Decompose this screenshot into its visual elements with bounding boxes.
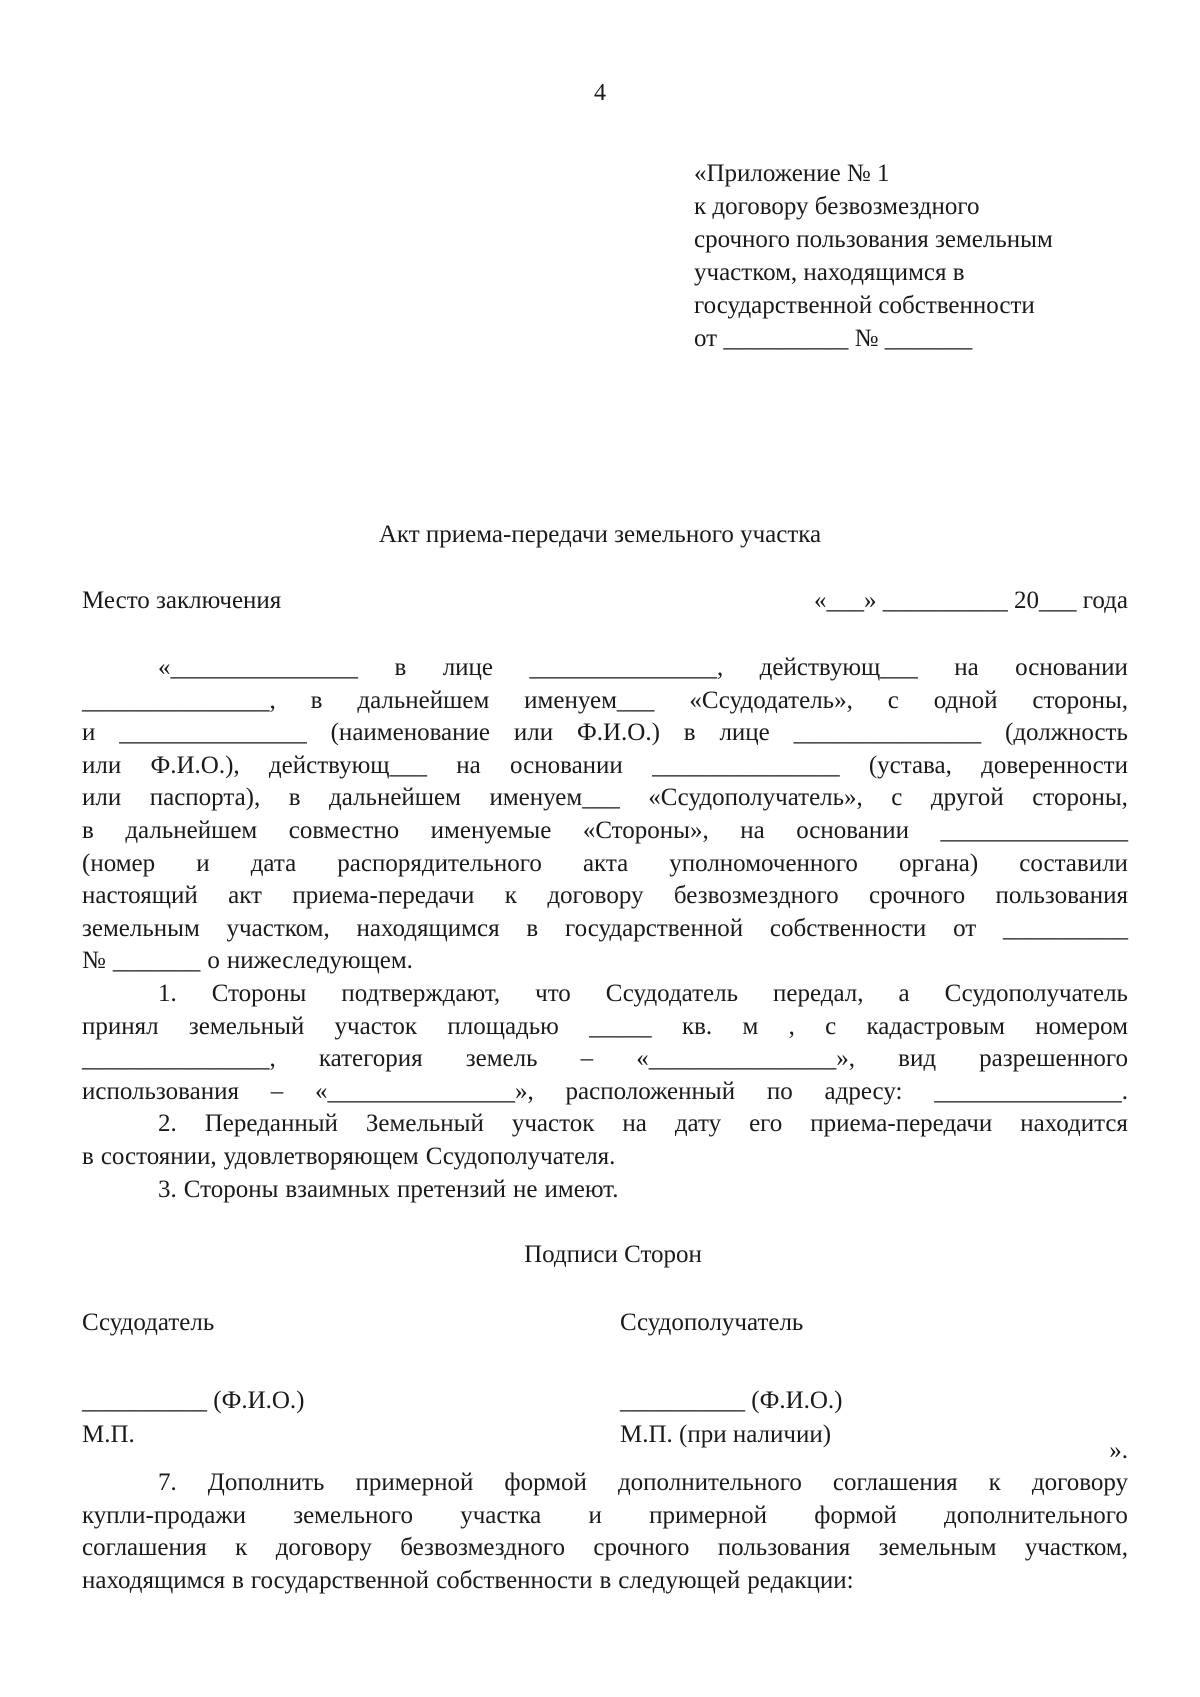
word: на	[456, 751, 481, 779]
word: лице	[442, 654, 494, 681]
word: срочного	[869, 882, 966, 910]
word: дальнейшем	[357, 686, 490, 714]
word: Ссудодатель	[605, 979, 739, 1007]
word: _______________,	[529, 654, 724, 681]
lender-signature-block	[82, 1306, 305, 1452]
word: __________	[1002, 914, 1128, 942]
word: претензий	[397, 1175, 507, 1203]
body-line	[82, 815, 1128, 848]
word: действующ___	[268, 751, 428, 779]
lender-signature-line: __________ (Ф.И.О.)	[82, 1387, 305, 1414]
word: Стороны	[211, 979, 307, 1007]
word: от	[953, 914, 977, 942]
word: принял	[82, 1012, 159, 1040]
word: доверенности	[981, 751, 1128, 779]
word: в	[232, 1566, 244, 1594]
word: редакции:	[747, 1566, 854, 1594]
word: с	[891, 784, 903, 812]
word: и	[82, 719, 96, 747]
word: участка	[460, 1501, 542, 1529]
word: формой	[814, 1501, 897, 1529]
place-label: Место заключения	[82, 587, 282, 614]
appendix-line: срочного пользования земельным	[694, 226, 1053, 253]
word: 3.	[158, 1175, 177, 1203]
word: находящимся	[356, 914, 500, 942]
lender-stamp-label: М.П.	[82, 1421, 135, 1448]
date-line: «___» __________ 20___ года	[814, 587, 1128, 614]
word: одной	[933, 686, 998, 714]
word: основании	[796, 816, 909, 844]
body-line	[82, 913, 1128, 946]
word: _______________	[793, 719, 982, 747]
word: _______________	[652, 751, 840, 779]
signatures-title: Подписи Сторон	[524, 1241, 702, 1268]
word: _______________.	[934, 1077, 1128, 1105]
word: расположенный	[565, 1077, 736, 1105]
word: его	[749, 1110, 783, 1138]
word: к	[235, 1534, 248, 1562]
word: примерной	[649, 1501, 768, 1529]
word: дату	[674, 1110, 722, 1138]
word: на	[954, 654, 979, 681]
word: в	[526, 914, 539, 942]
body-line	[82, 880, 1128, 913]
word: Переданный	[204, 1110, 338, 1138]
word: кадастровым	[866, 1012, 1005, 1040]
word: договору	[547, 882, 644, 910]
item-7-line	[82, 1532, 1128, 1565]
word: дата	[250, 849, 297, 877]
word: разрешенного	[979, 1045, 1128, 1073]
word: земель	[465, 1045, 538, 1073]
word: в	[683, 719, 696, 747]
word: номером	[1035, 1012, 1128, 1040]
word: стороны,	[1032, 784, 1128, 812]
word: вид	[898, 1045, 937, 1073]
word: в	[82, 1142, 94, 1170]
word: _______________,	[82, 1045, 276, 1073]
word: Ссудополучателя.	[425, 1142, 616, 1170]
word: –	[270, 1077, 284, 1105]
word: лице	[719, 719, 770, 747]
word: собственности	[436, 1566, 593, 1594]
word: акта	[582, 849, 629, 877]
word: _______	[112, 947, 201, 975]
word: срочного	[593, 1534, 690, 1562]
word: купли-продажи	[82, 1501, 246, 1529]
appendix-line: государственной собственности	[694, 292, 1035, 319]
body-line	[82, 717, 1128, 750]
word: с	[825, 1012, 837, 1040]
clause-1-line	[82, 978, 1128, 1011]
word: или	[82, 784, 122, 812]
word: государственной	[250, 1566, 430, 1594]
word: (наименование	[330, 719, 491, 747]
clause-1-line	[82, 1043, 1128, 1076]
word: категория	[318, 1045, 423, 1073]
word: _______________	[119, 719, 307, 747]
word: к	[988, 1469, 1001, 1496]
word: безвозмездного	[673, 882, 839, 910]
word: следующей	[618, 1566, 741, 1594]
word: участком,	[1024, 1534, 1128, 1562]
word: Ссудополучатель	[944, 979, 1128, 1007]
appendix-line: от __________ № _______	[694, 325, 973, 352]
borrower-stamp-label: М.П. (при наличии)	[620, 1421, 832, 1448]
borrower-signature-block	[620, 1306, 843, 1452]
word: государственной	[564, 914, 744, 942]
word: состоянии,	[100, 1142, 217, 1170]
page-number: 4	[594, 80, 606, 106]
word: настоящий	[82, 882, 198, 910]
word: на	[740, 816, 765, 844]
item-7-line	[82, 1500, 1128, 1533]
item-7-line	[82, 1565, 1128, 1598]
word: _______________,	[82, 686, 276, 714]
word: паспорта),	[149, 784, 261, 812]
word: пользования	[995, 882, 1128, 910]
word: основании	[1015, 654, 1128, 681]
word: использования	[82, 1077, 239, 1105]
clause-2-line	[82, 1141, 1128, 1174]
word: Дополнить	[207, 1469, 325, 1496]
word: составили	[1019, 849, 1128, 877]
clause-1-line	[82, 1011, 1128, 1044]
word: распорядительного	[337, 849, 542, 877]
word: земельный	[188, 1012, 305, 1040]
word: дальнейшем	[329, 784, 461, 812]
word: о	[207, 947, 220, 975]
word: Ф.И.О.)	[576, 719, 660, 747]
word: ,	[788, 1012, 795, 1040]
word: 2.	[158, 1110, 177, 1138]
word: №	[82, 947, 106, 975]
word: безвозмездного	[400, 1534, 565, 1562]
word: «_______________»,	[315, 1077, 534, 1105]
word: в	[599, 1566, 612, 1594]
word: именуем___	[524, 686, 655, 714]
word: земельным	[878, 1534, 997, 1562]
closing-quote-mark: ».	[1109, 1437, 1128, 1464]
word: и	[196, 849, 210, 877]
word: Ф.И.О.),	[150, 751, 240, 779]
word: в	[394, 654, 407, 681]
word: передал,	[773, 979, 864, 1007]
body-line	[82, 685, 1128, 718]
word: «_______________»,	[636, 1045, 856, 1073]
word: с	[887, 686, 899, 714]
clause-3-line	[82, 1174, 1128, 1207]
word: на	[622, 1110, 647, 1138]
body-line	[82, 750, 1128, 783]
word: и	[588, 1501, 602, 1529]
word: приема-передачи	[810, 1110, 993, 1138]
word: а	[898, 979, 910, 1007]
word: участок	[511, 1110, 595, 1138]
word: пользования	[717, 1534, 851, 1562]
word: Стороны	[183, 1175, 279, 1203]
act-title: Акт приема-передачи земельного участка	[378, 521, 822, 548]
word: органа)	[899, 849, 979, 877]
word: _____	[589, 1012, 652, 1040]
word: основании	[510, 751, 623, 779]
word: собственности	[769, 914, 927, 942]
word: в	[82, 816, 94, 844]
word: «Стороны»,	[582, 816, 709, 844]
word: –	[580, 1045, 594, 1073]
appendix-line: участком, находящимся в	[694, 259, 965, 286]
word: «Ссудодатель»,	[689, 686, 853, 714]
word: формой	[504, 1469, 587, 1496]
word: к	[504, 882, 517, 910]
word: (устава,	[868, 751, 952, 779]
word: Земельный	[365, 1110, 484, 1138]
word: соглашения	[82, 1534, 207, 1562]
word: или	[513, 719, 554, 747]
word: имеют.	[544, 1175, 619, 1203]
word: действующ___	[759, 654, 918, 681]
word: «_______________	[158, 654, 358, 681]
item-7-line	[82, 1467, 1128, 1500]
act-body	[82, 652, 1128, 1206]
word: соглашения	[832, 1469, 958, 1496]
word: (номер	[82, 849, 156, 877]
word: дополнительного	[944, 1501, 1128, 1529]
word: подтверждают,	[341, 979, 501, 1007]
word: не	[513, 1175, 538, 1203]
word: в	[310, 686, 323, 714]
word: примерной	[355, 1469, 474, 1496]
body-line	[82, 652, 1128, 685]
body-line	[82, 782, 1128, 815]
word: земельным	[82, 914, 200, 942]
word: м	[742, 1012, 759, 1040]
clause-1-line	[82, 1076, 1128, 1109]
word: адресу:	[824, 1077, 903, 1105]
word: дополнительного	[617, 1469, 802, 1496]
word: акт	[228, 882, 262, 910]
word: приема-передачи	[292, 882, 475, 910]
word: 7.	[158, 1469, 177, 1496]
lender-label: Ссудодатель	[82, 1309, 215, 1336]
word: находящимся	[82, 1566, 226, 1594]
word: площадью	[447, 1012, 559, 1040]
word: что	[535, 979, 571, 1007]
word: 1.	[158, 979, 177, 1007]
word: стороны,	[1032, 686, 1128, 714]
appendix-line: к договору безвозмездного	[694, 193, 980, 220]
word: другой	[930, 784, 1004, 812]
word: в	[288, 784, 301, 812]
word: договору	[275, 1534, 372, 1562]
word: участок	[334, 1012, 418, 1040]
word: участком,	[226, 914, 330, 942]
word: дальнейшем	[125, 816, 258, 844]
word: именуем___	[489, 784, 620, 812]
word: находится	[1020, 1110, 1128, 1138]
word: или	[82, 751, 122, 779]
appendix-header	[694, 157, 1053, 355]
appendix-line: «Приложение № 1	[694, 160, 890, 187]
word: по	[766, 1077, 793, 1105]
word: именуемые	[430, 816, 552, 844]
item-7	[82, 1467, 1128, 1597]
word: удовлетворяющем	[223, 1142, 419, 1170]
word: взаимных	[285, 1175, 391, 1203]
word: (должность	[1005, 719, 1128, 747]
word: земельного	[293, 1501, 413, 1529]
word: договору	[1031, 1469, 1128, 1496]
word: «Ссудополучатель»,	[648, 784, 863, 812]
word: нижеследующем.	[226, 947, 413, 975]
body-line	[82, 848, 1128, 881]
word: кв.	[681, 1012, 713, 1040]
word: уполномоченного	[669, 849, 858, 877]
word: _______________	[940, 816, 1128, 844]
body-line	[82, 945, 1128, 978]
borrower-label: Ссудополучатель	[620, 1309, 804, 1336]
borrower-signature-line: __________ (Ф.И.О.)	[620, 1387, 843, 1414]
word: совместно	[288, 816, 400, 844]
clause-2-line	[82, 1108, 1128, 1141]
